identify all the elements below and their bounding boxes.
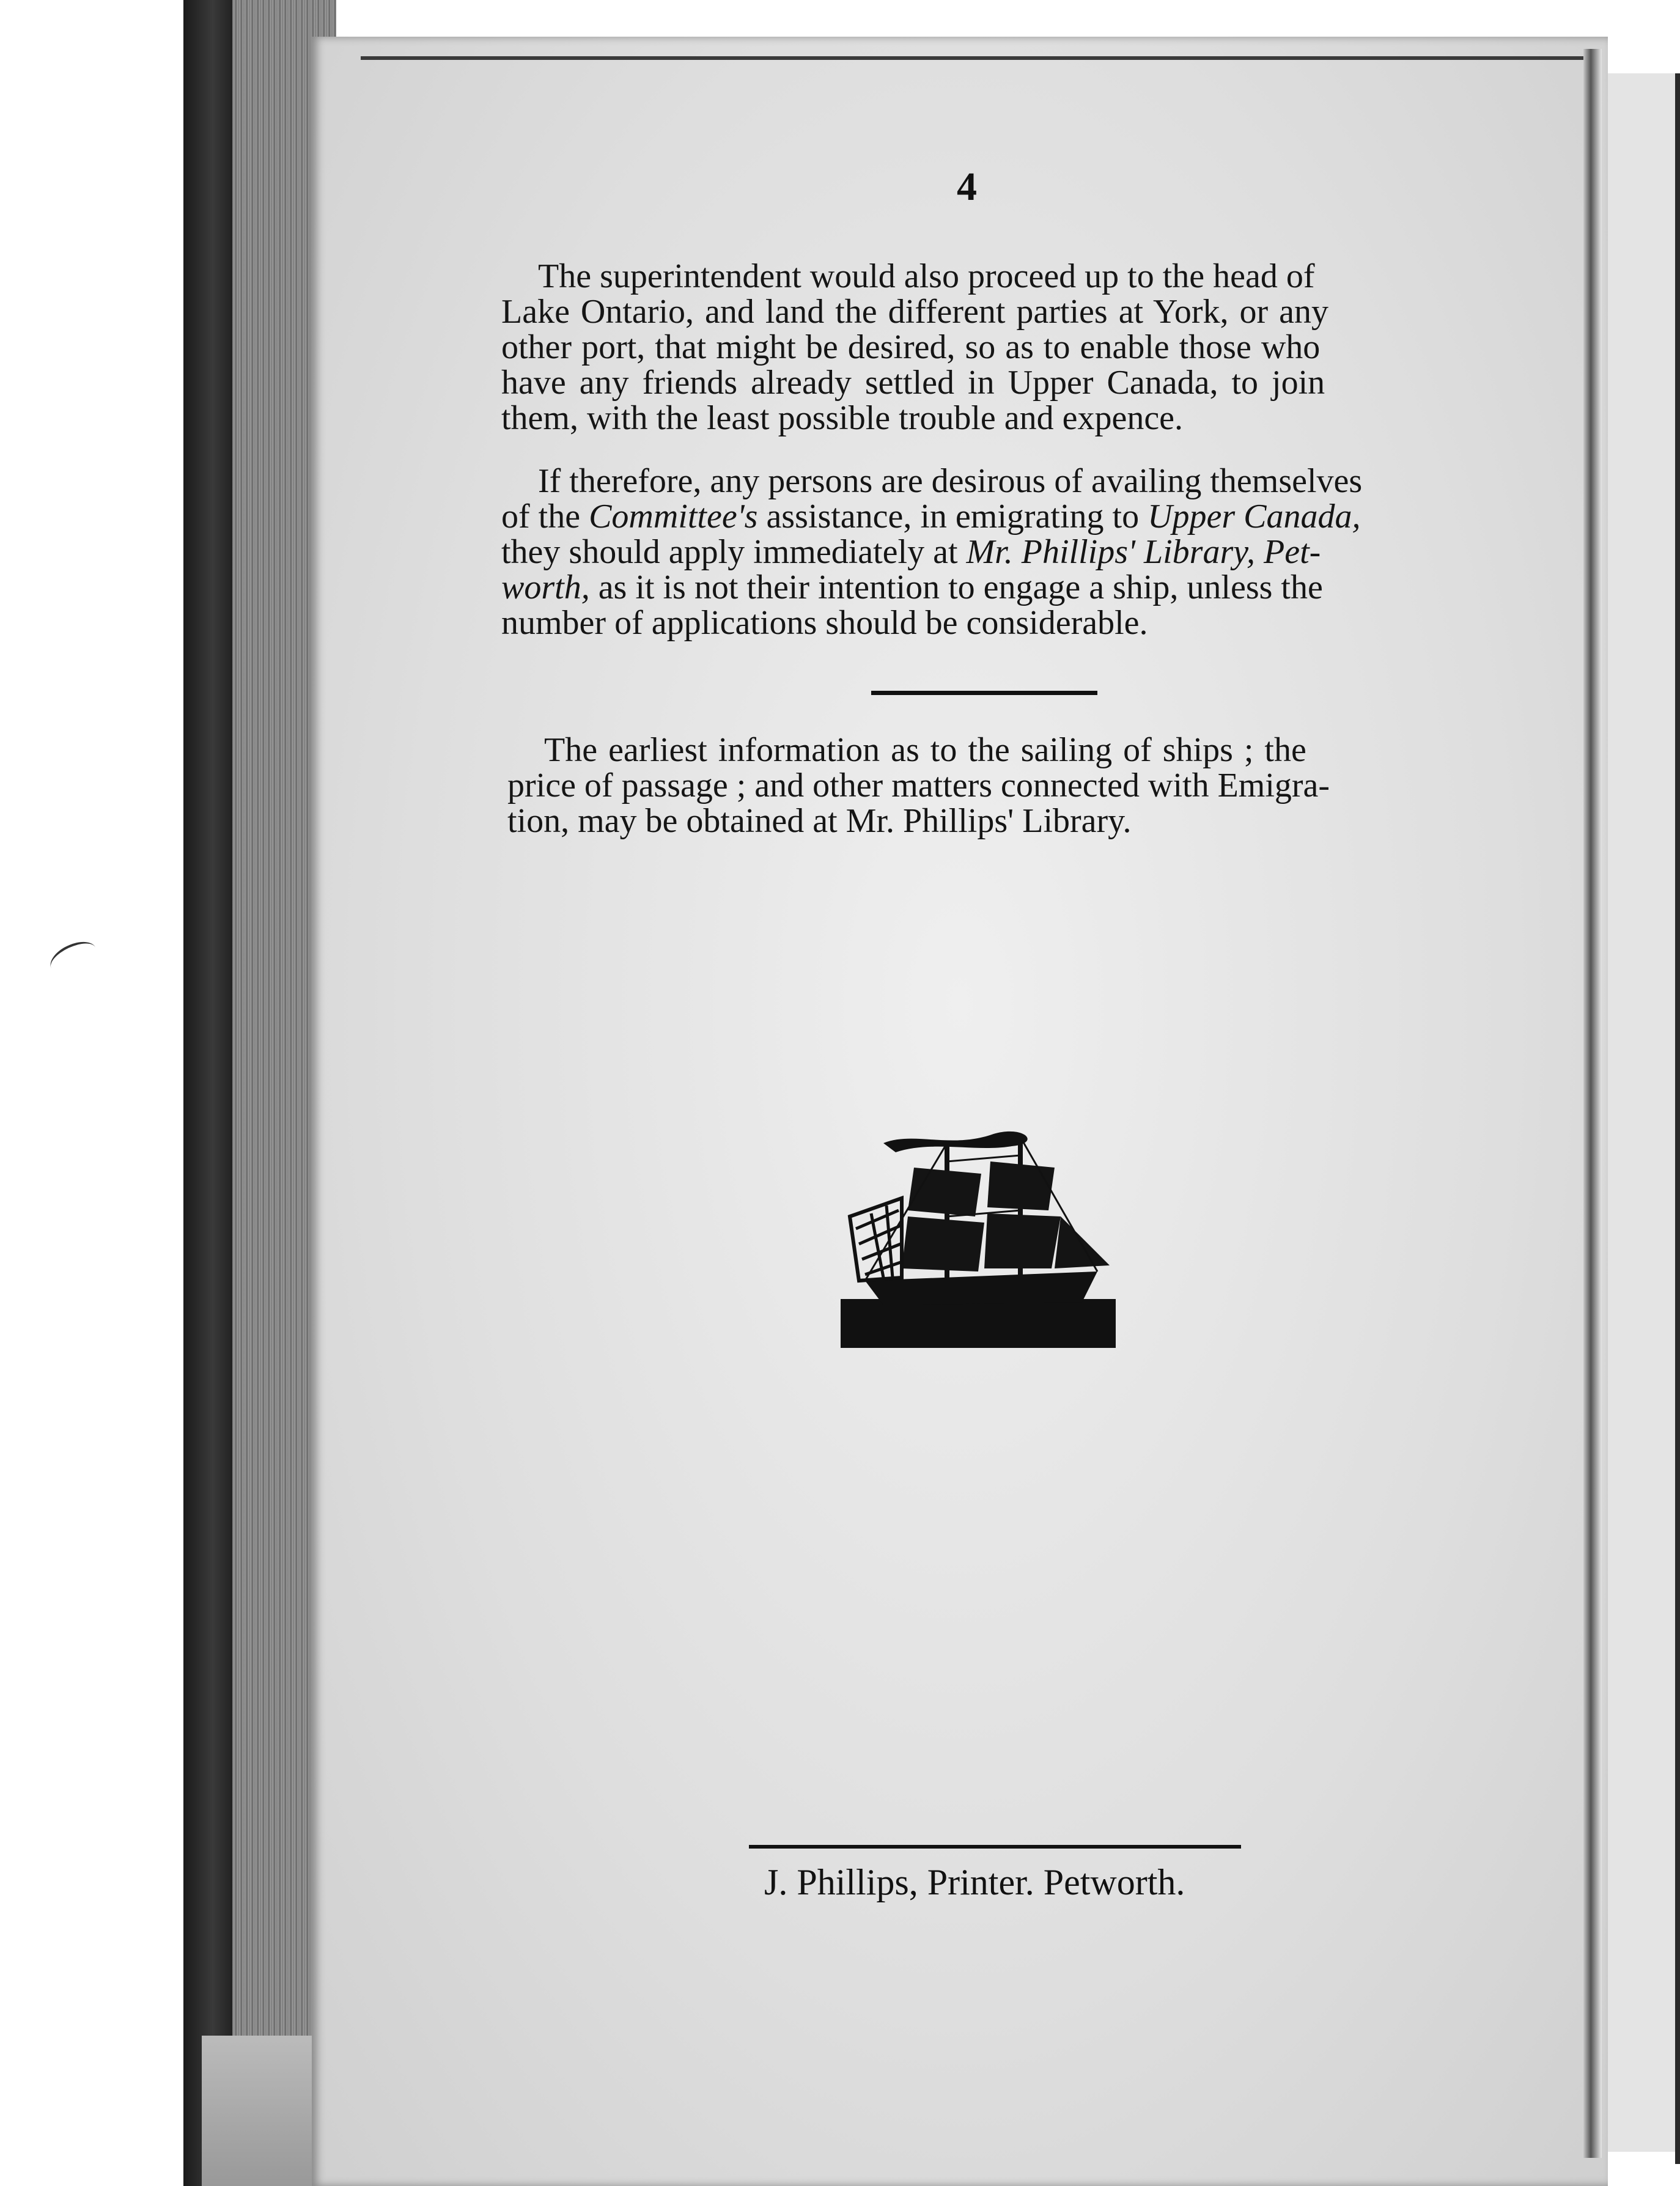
- ship-illustration: [841, 1125, 1116, 1351]
- text-line: [501, 497, 1361, 536]
- text-line: have any friends already settled in Upper Canada, to join: [501, 364, 1325, 402]
- ship-sail: [987, 1161, 1055, 1210]
- text-line: [501, 568, 1323, 607]
- italic-run: Upper Canada,: [1148, 498, 1361, 535]
- text-line: The superintendent would also proceed up to the head of: [538, 257, 1315, 295]
- imprint-rule: [749, 1845, 1241, 1849]
- text-line: price of passage ; and other matters connected with Emigra-: [507, 767, 1330, 804]
- italic-run: Committee's: [589, 498, 758, 535]
- facing-page-edge: [1675, 73, 1680, 2164]
- ship-jib: [1055, 1216, 1110, 1268]
- text-line: The earliest information as to the sailing of ships ; the: [544, 731, 1306, 769]
- italic-run: Mr. Phillips' Library, Pet-: [966, 533, 1321, 571]
- text-run: of the: [501, 498, 589, 535]
- text-line: number of applications should be considerable.: [501, 604, 1148, 642]
- book-spine-shadow: [183, 0, 232, 2186]
- text-line: them, with the least possible trouble and expence.: [501, 399, 1184, 437]
- ship-sail: [984, 1213, 1061, 1268]
- section-rule: [871, 691, 1097, 695]
- gutter: [1583, 49, 1602, 2158]
- text-line: [501, 532, 1321, 572]
- page-top-edge: [361, 56, 1583, 60]
- text-line: tion, may be obtained at Mr. Phillips' Library.: [507, 802, 1132, 840]
- text-line: other port, that might be desired, so as to enable those who: [501, 328, 1321, 366]
- ship-sail: [902, 1216, 984, 1271]
- text-line: Lake Ontario, and land the different parties at York, or any: [501, 293, 1329, 331]
- film-margin: [0, 0, 183, 2186]
- text-run: they should apply immediately at: [501, 533, 967, 571]
- page-number: 4: [957, 164, 977, 209]
- ship-spanker-hatching: [856, 1205, 901, 1278]
- italic-run: worth,: [501, 569, 590, 606]
- text-line: If therefore, any persons are desirous of availing themselves: [538, 462, 1363, 500]
- printer-imprint: J. Phillips, Printer. Petworth.: [764, 1862, 1185, 1902]
- facing-page: [1602, 73, 1680, 2152]
- ship-pennant: [883, 1132, 1028, 1152]
- text-run: as it is not their intention to engage a ship, unless the: [589, 569, 1323, 606]
- text-run: assistance, in emigrating to: [757, 498, 1148, 535]
- sea-band: [841, 1299, 1116, 1348]
